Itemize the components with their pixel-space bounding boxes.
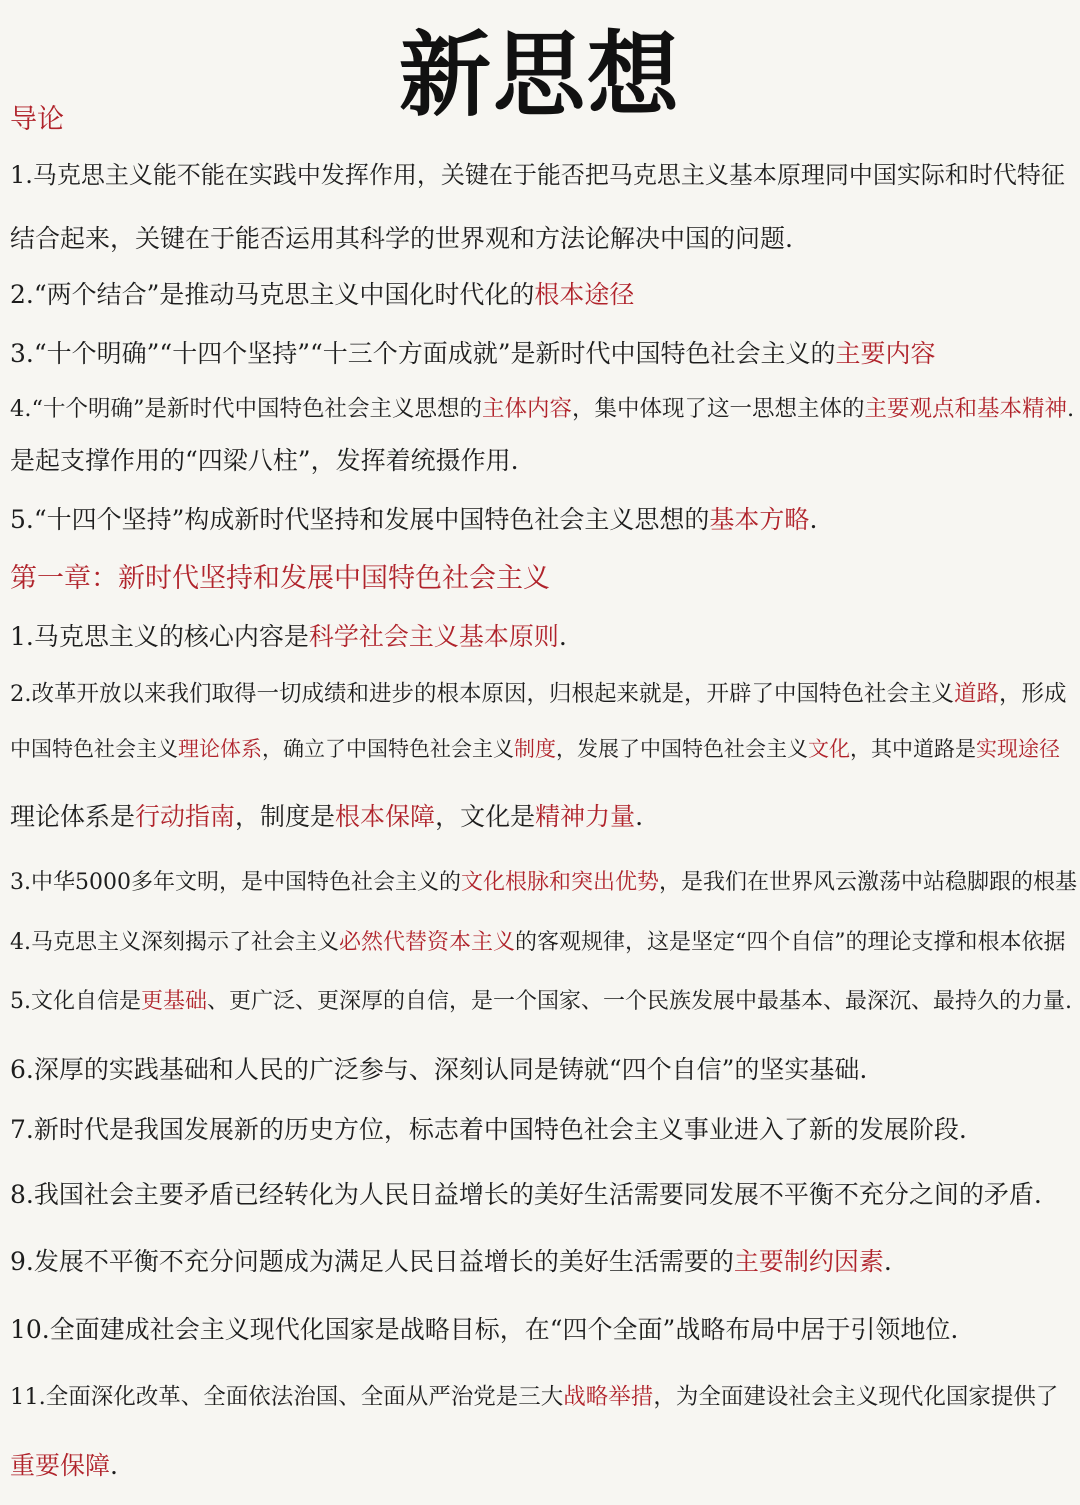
highlight-segment: 行动指南 bbox=[135, 802, 236, 831]
chapter1-line-9 bbox=[10, 1113, 1078, 1147]
text-segment: 2.改革开放以来我们取得一切成绩和进步的根本原因，归根起来就是，开辟了中国特色社会主义 bbox=[10, 681, 954, 707]
chapter1-line-1 bbox=[10, 620, 1078, 654]
chapter1-heading: 第一章：新时代坚持和发展中国特色社会主义 bbox=[10, 563, 550, 594]
highlight-segment: 主体内容 bbox=[481, 396, 572, 422]
text-segment: 中国特色社会主义 bbox=[10, 737, 178, 761]
text-segment: 5.“十四个坚持”构成新时代坚持和发展中国特色社会主义思想的 bbox=[10, 505, 710, 534]
highlight-segment: 实现途径 bbox=[976, 737, 1060, 761]
text-segment: 4.“十个明确”是新时代中国特色社会主义思想的 bbox=[10, 396, 482, 422]
text-segment: 6.深厚的实践基础和人民的广泛参与、深刻认同是铸就“四个自信”的坚实基础. bbox=[10, 1055, 868, 1084]
intro-heading: 导论 bbox=[10, 104, 64, 135]
text-segment: 结合起来，关键在于能否运用其科学的世界观和方法论解决中国的问题. bbox=[10, 224, 793, 253]
highlight-segment: 战略举措 bbox=[563, 1384, 654, 1410]
intro-line-4 bbox=[10, 337, 1078, 371]
text-segment: 5.文化自信是 bbox=[10, 989, 141, 1014]
intro-line-5 bbox=[10, 392, 1078, 426]
highlight-segment: 理论体系 bbox=[178, 737, 262, 761]
chapter1-line-7 bbox=[10, 985, 1078, 1019]
highlight-segment: 重要保障 bbox=[10, 1451, 111, 1480]
text-segment: ，确立了中国特色社会主义 bbox=[262, 737, 514, 761]
page-title: 新思想 bbox=[398, 21, 681, 129]
chapter1-line-8 bbox=[10, 1053, 1078, 1087]
text-segment: ，形成 bbox=[999, 681, 1067, 707]
text-segment: . bbox=[809, 505, 818, 534]
chapter1-line-6 bbox=[10, 926, 1078, 960]
text-segment: 、更广泛、更深厚的自信，是一个国家、一个民族发展中最基本、最深沉、最持久的力量. bbox=[207, 989, 1073, 1014]
chapter1-line-12 bbox=[10, 1313, 1078, 1347]
highlight-segment: 主要制约因素 bbox=[733, 1247, 884, 1276]
text-segment: ，是我们在世界风云激荡中站稳脚跟的根基 bbox=[659, 870, 1078, 895]
highlight-segment: 文化 bbox=[808, 737, 850, 761]
text-segment: 10.全面建成社会主义现代化国家是战略目标，在“四个全面”战略布局中居于引领地位. bbox=[10, 1315, 959, 1344]
text-segment: ，发展了中国特色社会主义 bbox=[556, 737, 808, 761]
text-segment: ，集中体现了这一思想主体的 bbox=[572, 396, 865, 422]
text-segment: 理论体系是 bbox=[10, 802, 136, 831]
highlight-segment: 科学社会主义基本原则 bbox=[308, 622, 559, 651]
text-segment: ，文化是 bbox=[435, 802, 536, 831]
text-segment: 7.新时代是我国发展新的历史方位，标志着中国特色社会主义事业进入了新的发展阶段. bbox=[10, 1115, 967, 1144]
intro-line-6 bbox=[10, 444, 1078, 478]
chapter1-line-10 bbox=[10, 1178, 1078, 1212]
text-segment: ，制度是 bbox=[235, 802, 336, 831]
chapter1-line-11 bbox=[10, 1245, 1078, 1279]
highlight-segment: 根本保障 bbox=[335, 802, 436, 831]
text-segment: 4.马克思主义深刻揭示了社会主义 bbox=[10, 930, 339, 955]
highlight-segment: 更基础 bbox=[141, 989, 208, 1014]
intro-line-1 bbox=[10, 158, 1078, 192]
chapter1-line-5 bbox=[10, 866, 1078, 900]
highlight-segment: 道路 bbox=[953, 681, 999, 707]
intro-line-3 bbox=[10, 278, 1078, 312]
chapter1-line-3 bbox=[10, 732, 1078, 766]
highlight-segment: 主要内容 bbox=[835, 339, 936, 368]
chapter1-line-4 bbox=[10, 800, 1078, 834]
text-segment: . bbox=[110, 1451, 118, 1480]
highlight-segment: 基本方略 bbox=[709, 505, 810, 534]
highlight-segment: 精神力量 bbox=[535, 802, 636, 831]
text-segment: 3.中华5000多年文明，是中国特色社会主义的 bbox=[10, 870, 461, 895]
text-segment: 是起支撑作用的“四梁八柱”，发挥着统摄作用. bbox=[10, 446, 519, 475]
highlight-segment: 根本途径 bbox=[534, 280, 635, 309]
text-segment: 1.马克思主义能不能在实践中发挥作用，关键在于能否把马克思主义基本原理同中国实际和时代特征 bbox=[10, 161, 1065, 189]
chapter1-line-2 bbox=[10, 677, 1078, 711]
highlight-segment: 文化根脉和突出优势 bbox=[460, 870, 659, 895]
text-segment: 8.我国社会主要矛盾已经转化为人民日益增长的美好生活需要同发展不平衡不充分之间的矛盾. bbox=[10, 1180, 1042, 1209]
intro-line-2 bbox=[10, 222, 1078, 256]
intro-line-7 bbox=[10, 503, 1078, 537]
text-segment: 9.发展不平衡不充分问题成为满足人民日益增长的美好生活需要的 bbox=[10, 1247, 734, 1276]
highlight-segment: 必然代替资本主义 bbox=[339, 930, 516, 955]
text-segment: ，为全面建设社会主义现代化国家提供了 bbox=[653, 1384, 1059, 1410]
text-segment: 的客观规律，这是坚定“四个自信”的理论支撑和根本依据 bbox=[515, 930, 1066, 955]
text-segment: . bbox=[1067, 396, 1075, 422]
text-segment: . bbox=[558, 622, 567, 651]
chapter1-line-13 bbox=[10, 1380, 1078, 1414]
text-segment: . bbox=[883, 1247, 892, 1276]
text-segment: ，其中道路是 bbox=[850, 737, 976, 761]
text-segment: . bbox=[635, 802, 644, 831]
text-segment: 2.“两个结合”是推动马克思主义中国化时代化的 bbox=[10, 280, 535, 309]
highlight-segment: 制度 bbox=[514, 737, 556, 761]
chapter1-line-14 bbox=[10, 1449, 1078, 1483]
text-segment: 1.马克思主义的核心内容是 bbox=[10, 622, 309, 651]
text-segment: 11.全面深化改革、全面依法治国、全面从严治党是三大 bbox=[10, 1384, 564, 1410]
highlight-segment: 主要观点和基本精神 bbox=[864, 396, 1068, 422]
text-segment: 3.“十个明确”“十四个坚持”“十三个方面成就”是新时代中国特色社会主义的 bbox=[10, 339, 836, 368]
